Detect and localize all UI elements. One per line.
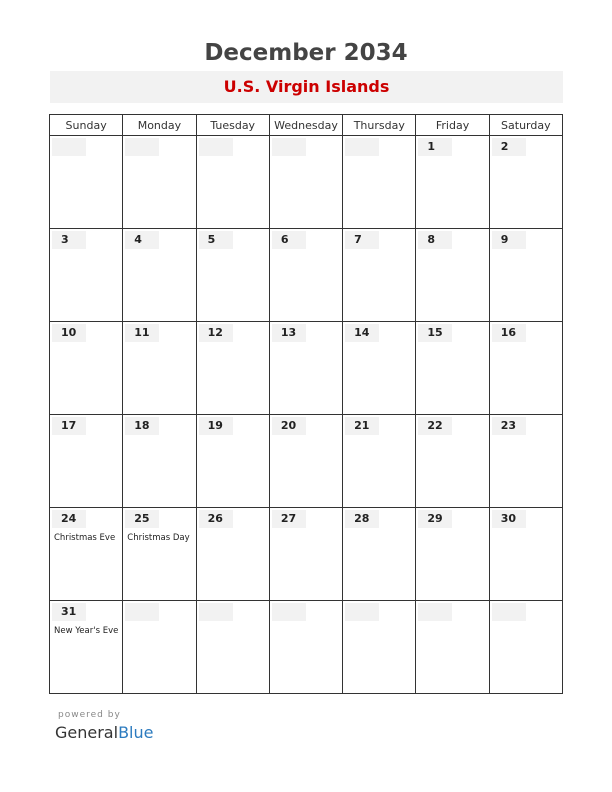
calendar-day-cell [343,136,416,229]
day-number-box [52,231,86,249]
day-number-box [52,138,86,156]
day-number: 18 [134,419,150,432]
holiday-label: Christmas Day [127,533,190,543]
calendar-day-cell [123,322,196,415]
calendar-week-row [50,229,563,322]
calendar-day-cell [416,136,489,229]
day-number-box [345,138,379,156]
calendar-week-row [50,508,563,601]
calendar-day-cell [269,229,342,322]
day-number: 30 [500,512,516,525]
day-number: 27 [280,512,297,525]
calendar-day-cell [50,415,123,508]
calendar-day-cell [50,508,123,601]
day-number-box [418,138,452,156]
day-number-box [345,603,379,621]
day-number-box [272,603,306,621]
calendar-day-cell [343,322,416,415]
weekday-header: Friday [416,115,489,136]
day-number: 2 [500,140,509,153]
calendar-day-cell [50,601,123,694]
day-number: 9 [500,233,509,246]
day-number: 10 [61,326,77,339]
calendar-day-cell [123,508,196,601]
calendar-body [50,136,563,694]
day-number: 19 [207,419,223,432]
day-number-box [125,138,159,156]
weekday-header: Sunday [50,115,123,136]
day-number: 22 [427,419,443,432]
calendar-day-cell [269,322,342,415]
region-name: U.S. Virgin Islands [223,77,390,96]
calendar-day-cell [416,229,489,322]
calendar-week-row [50,322,563,415]
calendar-day-cell [489,229,562,322]
day-number: 28 [354,512,370,525]
calendar-day-cell [196,601,269,694]
region-banner [50,71,563,103]
calendar-day-cell [269,601,342,694]
calendar-day-cell [416,508,489,601]
day-number-box [125,231,159,249]
day-number-box [199,138,233,156]
calendar-table [49,114,563,694]
calendar-day-cell [196,136,269,229]
calendar-day-cell [343,508,416,601]
day-number: 17 [61,419,77,432]
footer-branding [55,709,153,744]
calendar-day-cell [489,322,562,415]
weekday-header: Saturday [489,115,562,136]
page-title: December 2034 [204,40,408,66]
powered-by-text: powered by [58,710,121,720]
calendar-day-cell [196,415,269,508]
calendar-day-cell [269,508,342,601]
day-number-box [418,231,452,249]
day-number: 21 [354,419,370,432]
day-number: 13 [280,326,297,339]
calendar-day-cell [123,415,196,508]
calendar-day-cell [50,229,123,322]
calendar-day-cell [196,229,269,322]
day-number: 25 [134,512,150,525]
holiday-label: Christmas Eve [54,533,116,543]
calendar-day-cell [489,415,562,508]
day-number: 24 [61,512,77,525]
day-number: 3 [61,233,69,246]
holiday-label: New Year's Eve [54,626,119,636]
weekday-header-row [50,115,563,136]
day-number: 6 [280,233,289,246]
day-number-box [418,603,452,621]
brand-logo-general: General [55,723,119,742]
calendar-day-cell [416,601,489,694]
day-number: 12 [207,326,223,339]
day-number: 20 [280,419,297,432]
calendar-day-cell [343,601,416,694]
day-number: 16 [500,326,516,339]
day-number-box [199,231,233,249]
day-number-box [272,231,306,249]
calendar-day-cell [123,136,196,229]
day-number: 11 [134,326,150,339]
day-number: 26 [207,512,223,525]
day-number: 5 [207,233,216,246]
day-number-box [345,231,379,249]
day-number-box [492,138,526,156]
day-number: 7 [354,233,362,246]
day-number-box [272,138,306,156]
calendar-week-row [50,136,563,229]
day-number-box [125,603,159,621]
brand-logo-blue: Blue [118,723,154,742]
day-number: 4 [134,233,142,246]
day-number-box [492,231,526,249]
calendar-day-cell [50,136,123,229]
day-number: 15 [427,326,443,339]
day-number: 14 [354,326,370,339]
day-number: 23 [500,419,516,432]
calendar-day-cell [50,322,123,415]
calendar-day-cell [196,322,269,415]
calendar-week-row [50,601,563,694]
calendar-day-cell [343,415,416,508]
day-number-box [492,603,526,621]
weekday-header: Thursday [343,115,416,136]
calendar-day-cell [489,508,562,601]
weekday-header: Wednesday [269,115,342,136]
calendar-day-cell [416,415,489,508]
day-number: 31 [61,605,77,618]
brand-logo [55,722,153,744]
day-number: 8 [427,233,436,246]
day-number: 29 [427,512,443,525]
calendar-day-cell [196,508,269,601]
calendar-day-cell [489,601,562,694]
calendar-grid [49,114,563,699]
calendar-day-cell [269,415,342,508]
calendar-day-cell [489,136,562,229]
day-number-box [199,603,233,621]
calendar-day-cell [343,229,416,322]
calendar-day-cell [269,136,342,229]
day-number: 1 [427,140,436,153]
calendar-day-cell [123,229,196,322]
weekday-header: Tuesday [196,115,269,136]
calendar-day-cell [416,322,489,415]
weekday-header: Monday [123,115,196,136]
calendar-week-row [50,415,563,508]
calendar-day-cell [123,601,196,694]
